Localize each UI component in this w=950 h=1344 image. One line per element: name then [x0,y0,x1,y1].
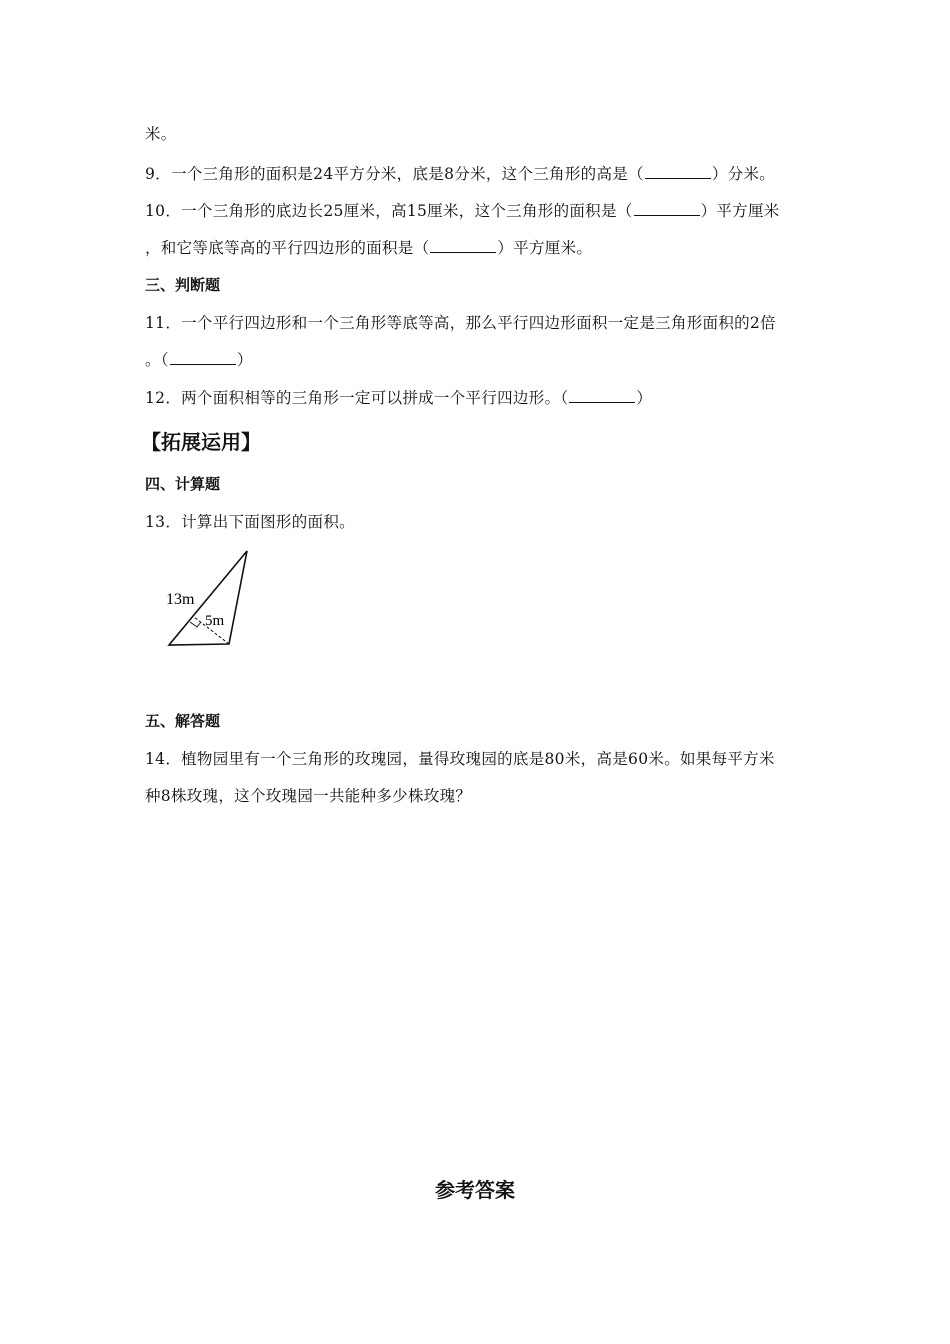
q10-blank1[interactable] [634,201,700,216]
question-12 [145,386,652,408]
side-label: 13m [166,591,195,608]
question-11-line1: 11．一个平行四边形和一个三角形等底等高，那么平行四边形面积一定是三角形面积的2倍 [145,314,776,332]
q9-after: ）分米。 [711,165,776,183]
q11-blank[interactable] [170,350,236,365]
answers-title: 参考答案 [435,1178,515,1202]
right-angle-mark [190,622,201,627]
q10-after2: ）平方厘米。 [497,239,593,257]
question-14-line2: 种8株玫瑰，这个玫瑰园一共能种多少株玫瑰？ [145,787,472,805]
q12-blank[interactable] [569,388,635,403]
triangle-figure [160,545,270,659]
q10-text1: 10．一个三角形的底边长25厘米，高15厘米，这个三角形的面积是（ [145,202,633,220]
question-10-line2 [145,236,592,258]
question-11-line2 [145,348,253,370]
section-4-heading: 四、计算题 [145,475,221,493]
q9-text: 9．一个三角形的面积是24平方分米，底是8分米，这个三角形的高是（ [145,165,644,183]
q9-blank[interactable] [645,164,711,179]
height-label: 5m [205,613,225,629]
section-5-heading: 五、解答题 [145,712,221,730]
extension-heading: 【拓展运用】 [141,430,261,454]
question-10-line1 [145,199,780,221]
section-3-heading: 三、判断题 [145,276,221,294]
q11-text2: 。（ [145,351,169,369]
question-13: 13．计算出下面图形的面积。 [145,513,355,531]
q10-blank2[interactable] [430,238,496,253]
triangle-svg [160,545,270,655]
question-9 [145,162,775,184]
q10-after1: ）平方厘米 [700,202,780,220]
question-14-line1: 14．植物园里有一个三角形的玫瑰园，量得玫瑰园的底是80米，高是60米。如果每平方米 [145,750,775,768]
q10-text2: ，和它等底等高的平行四边形的面积是（ [145,239,430,257]
q12-after: ） [636,389,653,407]
q11-after: ） [236,351,253,369]
q8-tail: 米。 [145,125,177,143]
q12-text: 12．两个面积相等的三角形一定可以拼成一个平行四边形。（ [145,389,569,407]
